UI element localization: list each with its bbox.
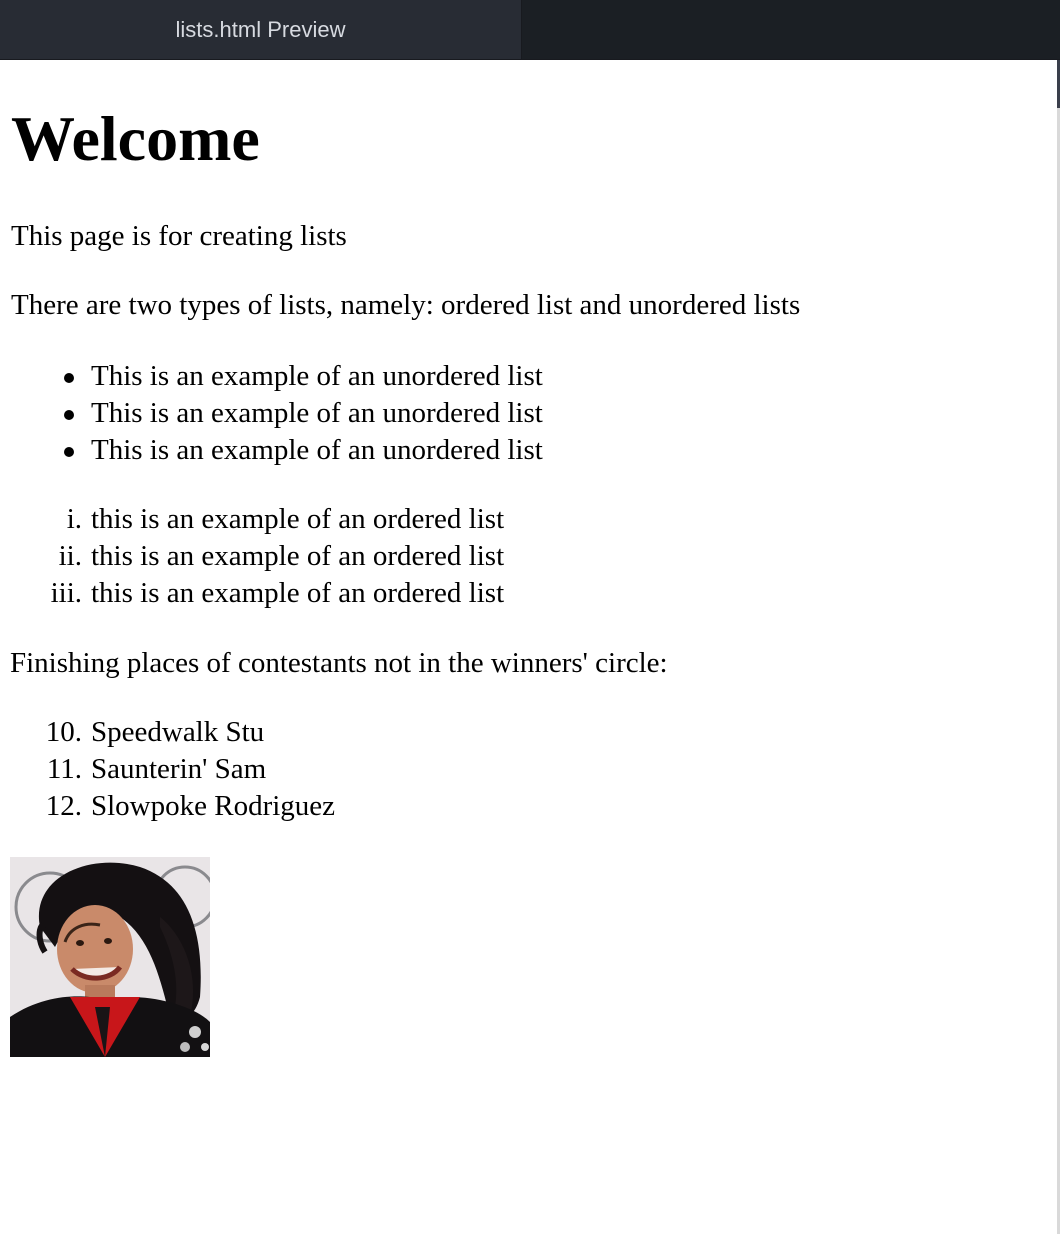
list-marker: 10. — [45, 716, 82, 748]
list-item: 12. Slowpoke Rodriguez — [10, 788, 910, 825]
contestants-paragraph: Finishing places of contestants not in the winners' circle: — [10, 647, 668, 679]
portrait-image — [10, 857, 210, 1057]
list-item: This is an example of an unordered list — [10, 432, 910, 469]
list-item: This is an example of an unordered list — [10, 358, 910, 395]
list-item: ii. this is an example of an ordered list — [10, 538, 910, 575]
list-item: This is an example of an unordered list — [10, 395, 910, 432]
unordered-list — [10, 358, 910, 469]
list-item: 11. Saunterin' Sam — [10, 751, 910, 788]
tab-bar-divider — [0, 59, 1060, 60]
list-marker: i. — [66, 503, 82, 535]
ordered-list-roman — [10, 501, 910, 612]
list-item: iii. this is an example of an ordered list — [10, 575, 910, 612]
ordered-list-contestants — [10, 714, 910, 825]
list-item: 10. Speedwalk Stu — [10, 714, 910, 751]
list-marker: iii. — [50, 577, 82, 609]
list-marker: 11. — [46, 753, 82, 785]
tab-title: lists.html Preview — [175, 16, 346, 42]
bullet-marker — [64, 447, 74, 457]
intro-paragraph: This page is for creating lists — [11, 220, 347, 252]
portrait-photo — [10, 857, 210, 1057]
bullet-marker — [64, 373, 74, 383]
editor-tab-bar — [0, 0, 1060, 60]
list-marker: ii. — [58, 540, 82, 572]
list-types-paragraph: There are two types of lists, namely: ordered list and unordered lists — [11, 289, 801, 321]
bullet-marker — [64, 410, 74, 420]
list-marker: 12. — [45, 790, 82, 822]
tab-lists-preview[interactable] — [0, 0, 522, 59]
list-item: i. this is an example of an ordered list — [10, 501, 910, 538]
page-heading: Welcome — [11, 103, 260, 174]
